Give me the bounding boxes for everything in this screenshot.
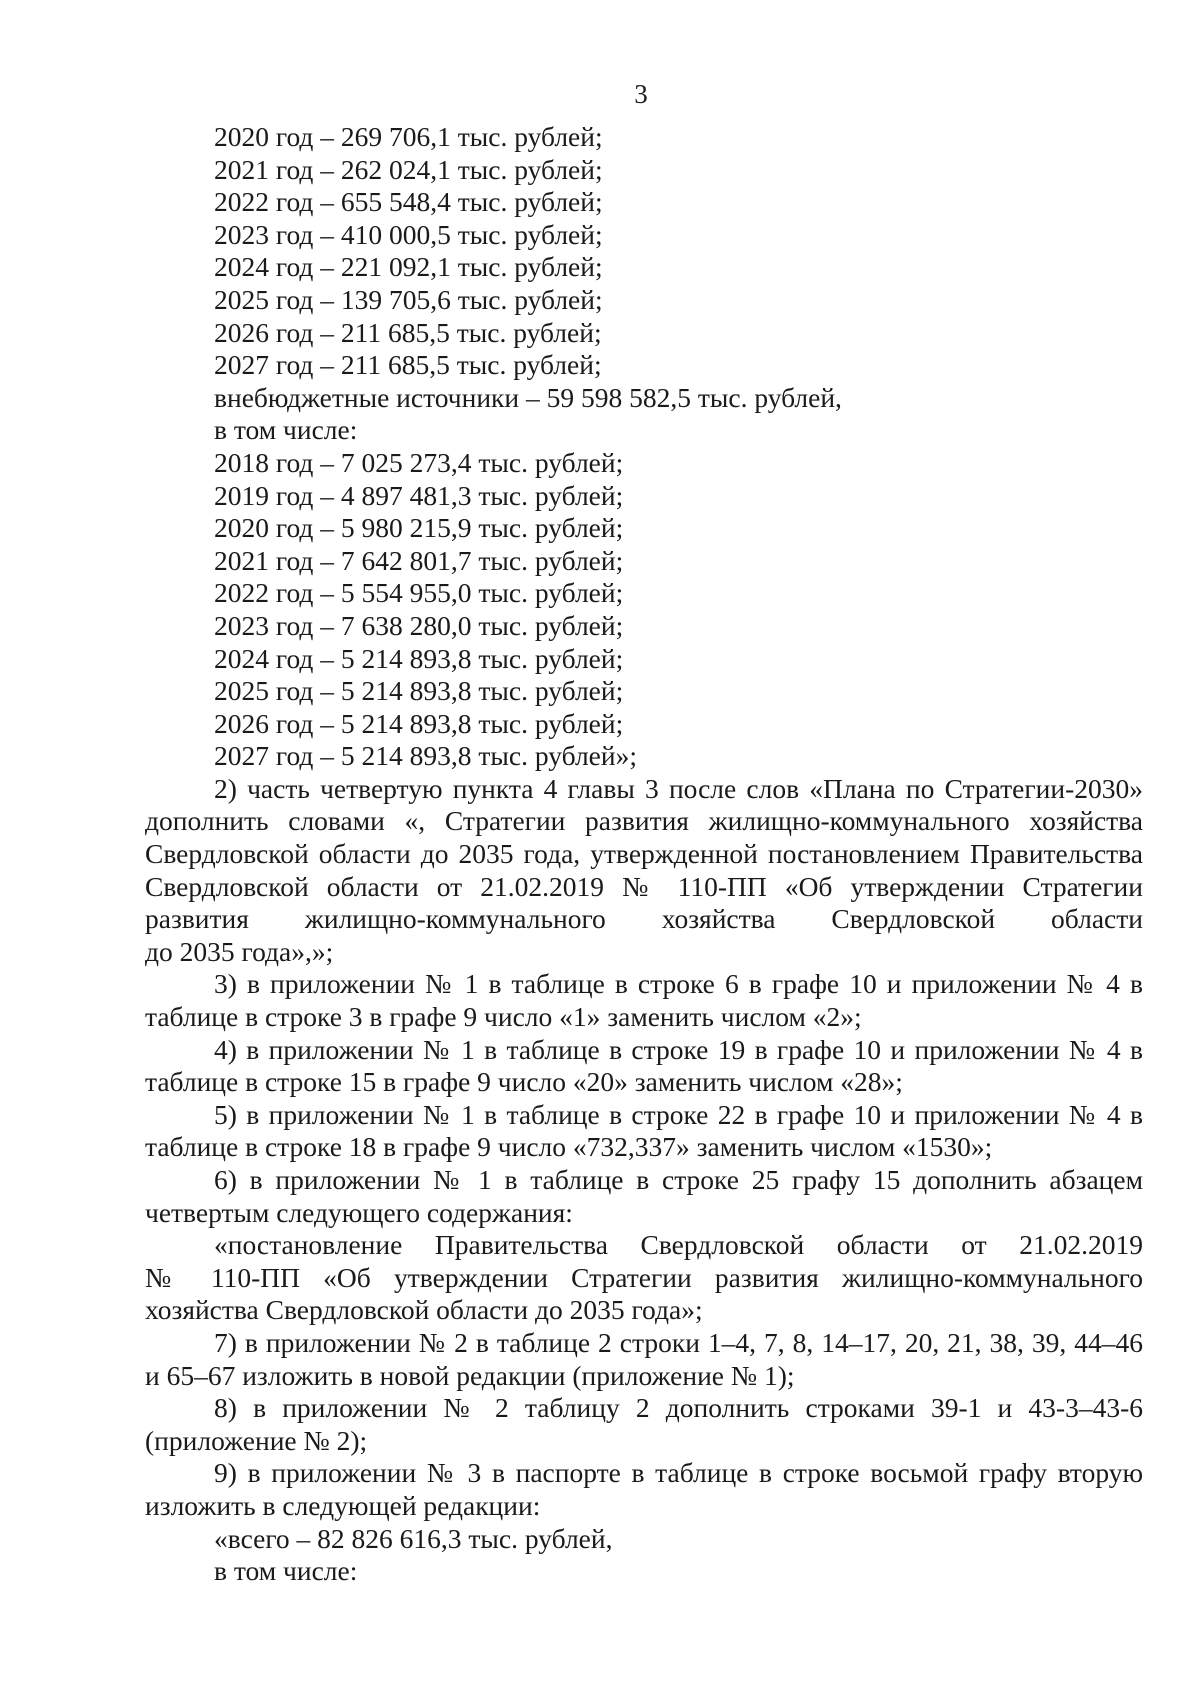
text-line: в том числе:	[214, 1555, 358, 1587]
text-line: дополнить словами «, Стратегии развития жилищно-коммунального хозяйства	[145, 805, 1143, 837]
text-line: и 65–67 изложить в новой редакции (приложение № 1);	[145, 1359, 795, 1391]
page-number: 3	[634, 79, 648, 109]
text-line: Свердловской области до 2035 года, утвержденной постановлением Правительства	[145, 838, 1143, 870]
text-line: 2021 год – 262 024,1 тыс. рублей;	[214, 153, 603, 185]
text-line: 2020 год – 269 706,1 тыс. рублей;	[214, 121, 603, 152]
text-line: четвертым следующего содержания:	[145, 1196, 573, 1228]
text-line: «постановление Правительства Свердловской области от 21.02.2019	[214, 1229, 1143, 1261]
text-line: 7) в приложении № 2 в таблице 2 строки 1–4, 7, 8, 14–17, 20, 21, 38, 39, 44–46	[214, 1326, 1143, 1358]
text-line: 2021 год – 7 642 801,7 тыс. рублей;	[214, 544, 624, 576]
text-line: 2024 год – 5 214 893,8 тыс. рублей;	[214, 642, 624, 674]
text-line: 2023 год – 7 638 280,0 тыс. рублей;	[214, 609, 624, 641]
text-line: 2026 год – 5 214 893,8 тыс. рублей;	[214, 707, 624, 739]
text-line: внебюджетные источники – 59 598 582,5 тыс. рублей,	[214, 381, 842, 413]
text-line: 2024 год – 221 092,1 тыс. рублей;	[214, 251, 603, 283]
text-line: Свердловской области от 21.02.2019 № 110-ПП «Об утверждении Стратегии	[145, 870, 1143, 902]
text-line: 2019 год – 4 897 481,3 тыс. рублей;	[214, 479, 624, 511]
text-line: 2025 год – 5 214 893,8 тыс. рублей;	[214, 675, 624, 707]
text-line: (приложение № 2);	[145, 1424, 368, 1456]
text-line: развития жилищно-коммунального хозяйства Свердловской области	[145, 903, 1143, 935]
text-line: в том числе:	[214, 414, 358, 446]
text-line: № 110-ПП «Об утверждении Стратегии развития жилищно-коммунального	[145, 1261, 1143, 1293]
text-line: таблице в строке 3 в графе 9 число «1» заменить числом «2»;	[145, 1001, 862, 1033]
text-line: 3) в приложении № 1 в таблице в строке 6 в графе 10 и приложении № 4 в	[214, 968, 1143, 1000]
text-line: таблице в строке 18 в графе 9 число «732,337» заменить числом «1530»;	[145, 1131, 993, 1163]
text-line: 2018 год – 7 025 273,4 тыс. рублей;	[214, 446, 624, 478]
document-body	[145, 121, 1143, 1588]
text-line: изложить в следующей редакции:	[145, 1489, 541, 1521]
text-line: 8) в приложении № 2 таблицу 2 дополнить строками 39-1 и 43-3–43-6	[214, 1392, 1143, 1424]
text-line: «всего – 82 826 616,3 тыс. рублей,	[214, 1522, 613, 1554]
text-line: 2020 год – 5 980 215,9 тыс. рублей;	[214, 512, 624, 544]
text-line: хозяйства Свердловской области до 2035 года»;	[145, 1294, 703, 1326]
text-line: 2027 год – 5 214 893,8 тыс. рублей»;	[214, 740, 637, 772]
text-line: 9) в приложении № 3 в паспорте в таблице в строке восьмой графу вторую	[214, 1457, 1143, 1489]
text-line: 6) в приложении № 1 в таблице в строке 25 графу 15 дополнить абзацем	[214, 1164, 1143, 1195]
text-line: 2022 год – 655 548,4 тыс. рублей;	[214, 186, 603, 218]
text-line: 2025 год – 139 705,6 тыс. рублей;	[214, 283, 603, 315]
text-line: 5) в приложении № 1 в таблице в строке 22 в графе 10 и приложении № 4 в	[214, 1098, 1143, 1130]
text-line: 2) часть четвертую пункта 4 главы 3 после слов «Плана по Стратегии-2030»	[214, 772, 1143, 804]
text-line: 2026 год – 211 685,5 тыс. рублей;	[214, 316, 602, 348]
text-line: 4) в приложении № 1 в таблице в строке 19 в графе 10 и приложении № 4 в	[214, 1033, 1143, 1065]
text-line: 2022 год – 5 554 955,0 тыс. рублей;	[214, 577, 624, 609]
text-line: 2023 год – 410 000,5 тыс. рублей;	[214, 218, 603, 250]
text-line: таблице в строке 15 в графе 9 число «20» заменить числом «28»;	[145, 1066, 903, 1098]
text-line: до 2035 года»,»;	[145, 935, 334, 967]
text-line: 2027 год – 211 685,5 тыс. рублей;	[214, 349, 602, 381]
